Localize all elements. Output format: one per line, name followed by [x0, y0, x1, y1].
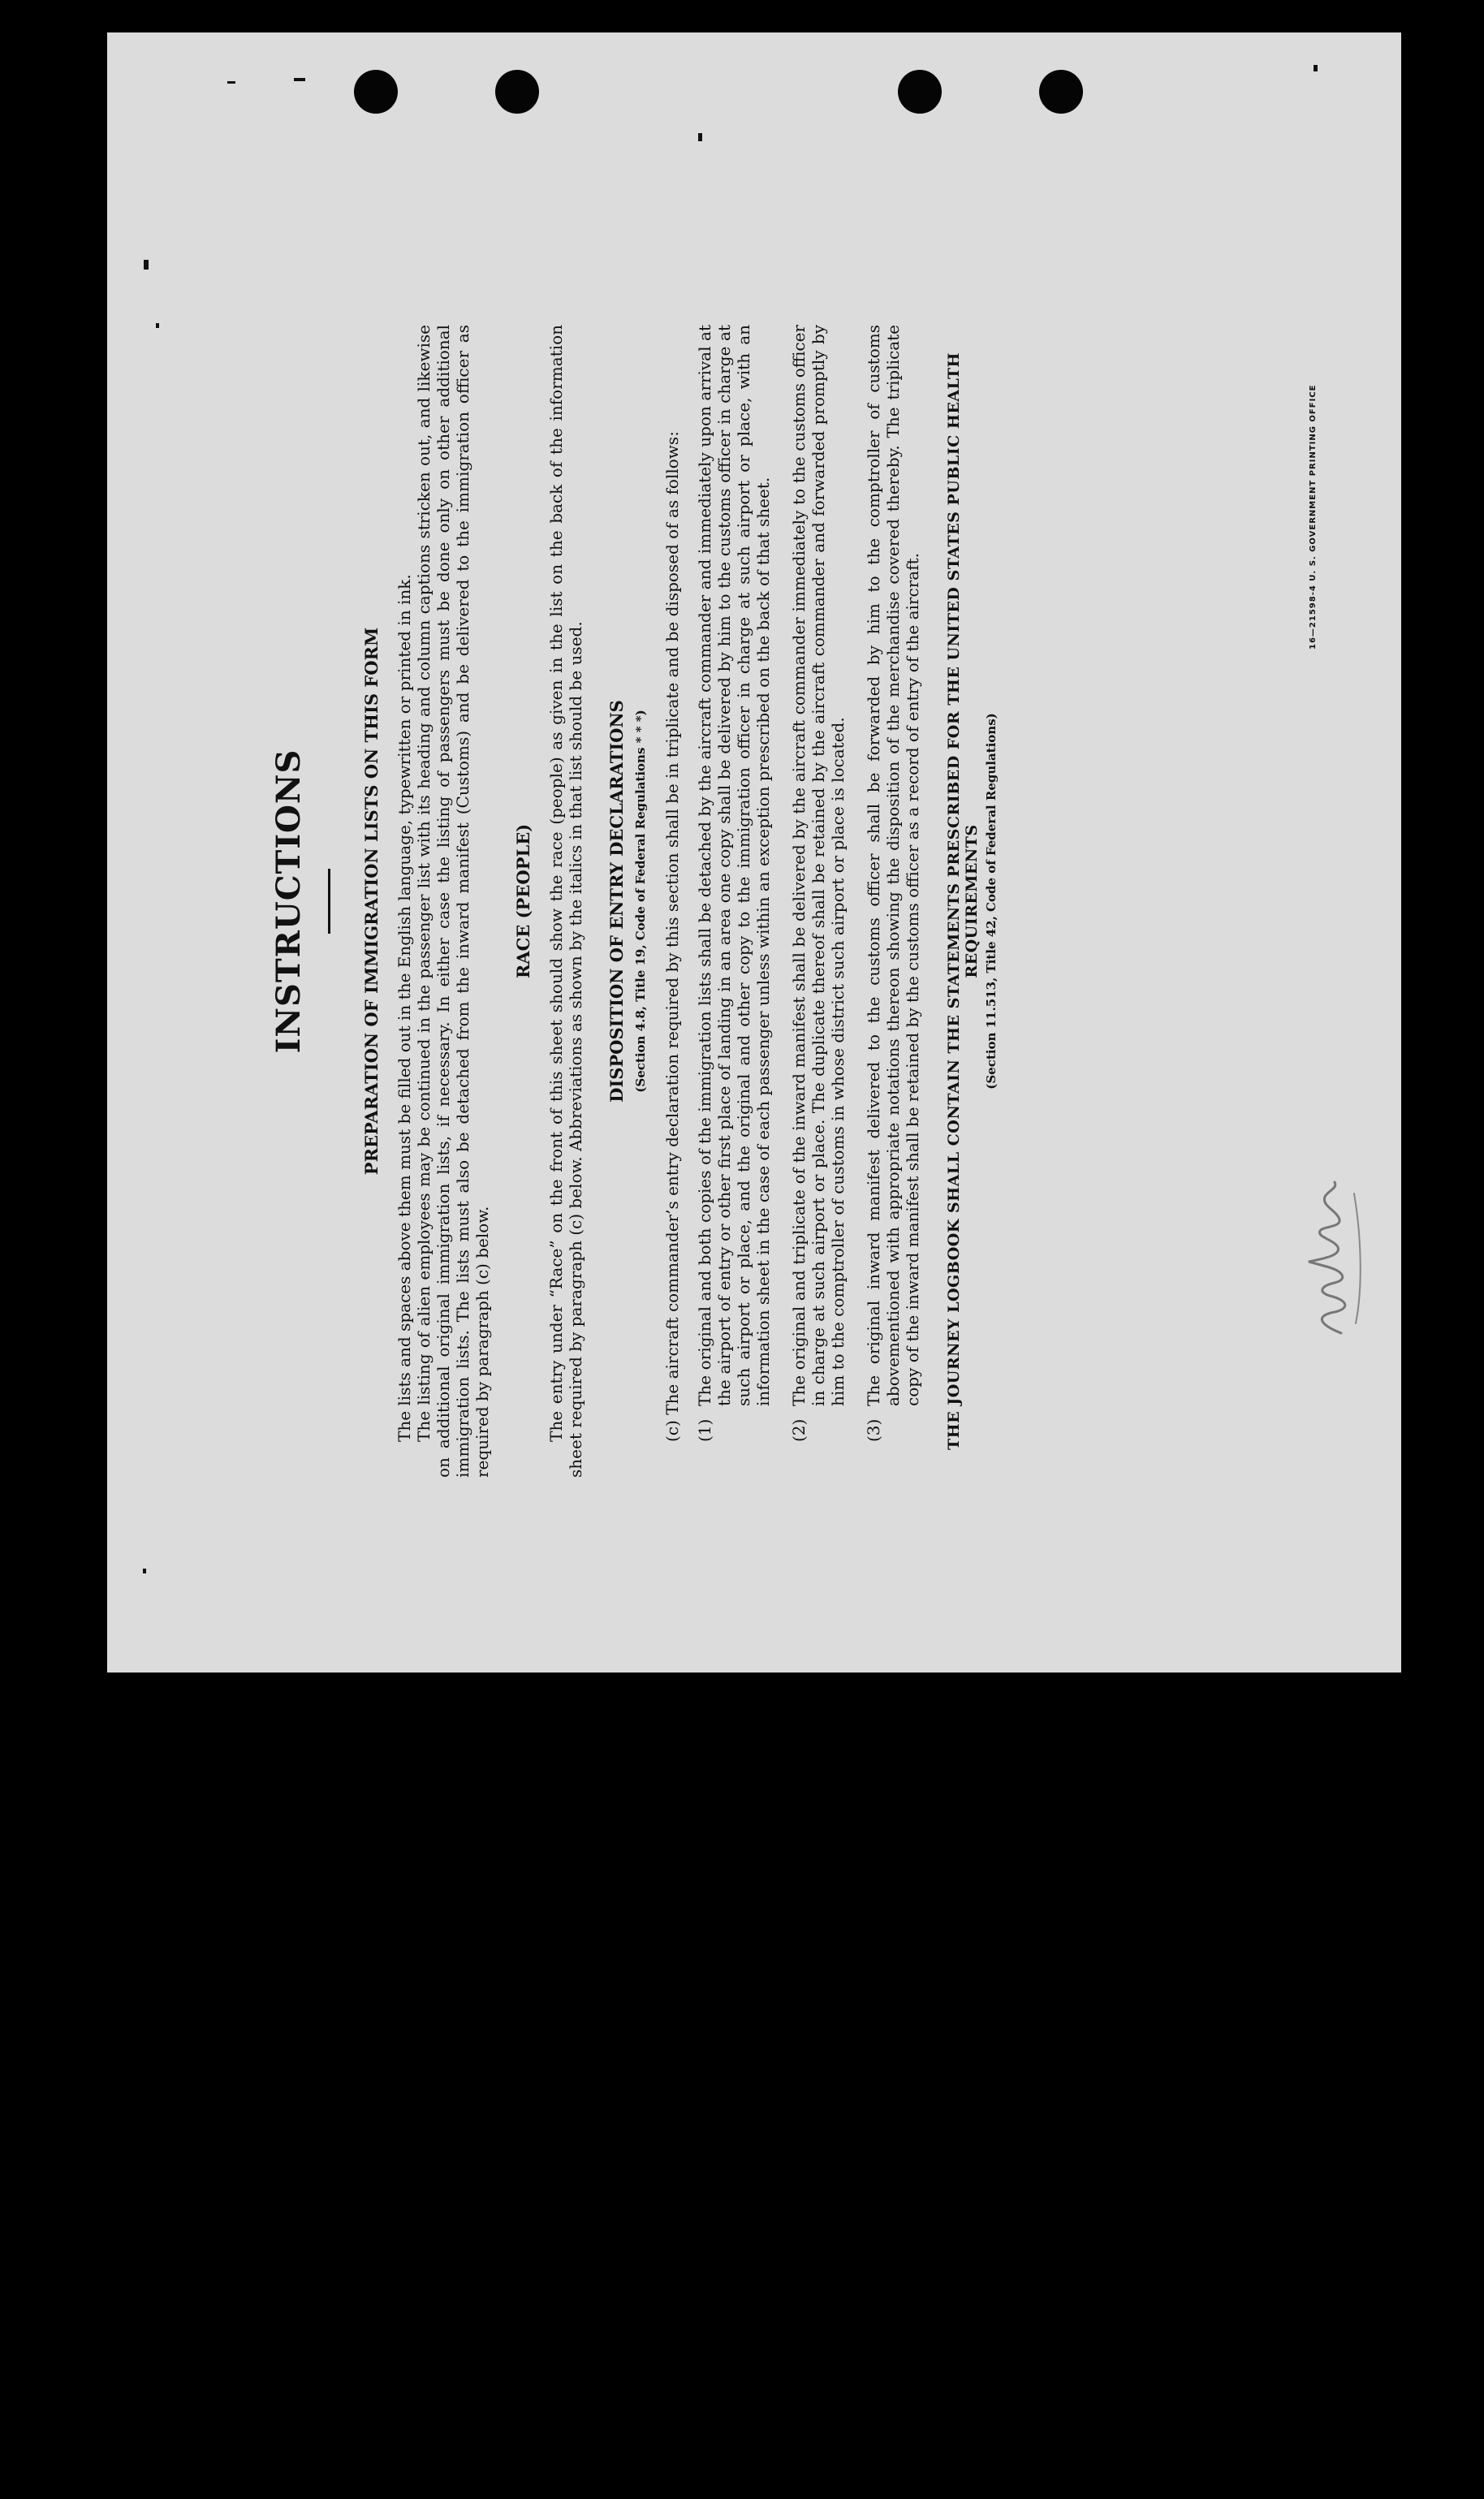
- race-paragraph: The entry under “Race” on the front of this sheet should show the race (people) as given in the list on the back of the information sheet required by paragraph (c) below. Abbreviations as shown by the italics in that list should be used.: [546, 325, 585, 1478]
- page-title: INSTRUCTIONS: [270, 749, 308, 1054]
- document-sheet: [107, 32, 1401, 1672]
- list-item-text: The original and both copies of the immigration lists shall be detached by the aircraft commander and immediately upon arrival at the airport of entry or other first place of landing in an area one copy shall be delivered by him to the customs officer in charge at such airport or place, and the original and other copy to the immigration officer in charge at such airport or place, with an information sheet in the case of each passenger unless within an exception prescribed on the back of that sheet.: [695, 325, 773, 1406]
- rotated-page-content: [107, 32, 1401, 1575]
- section-heading-disposition: DISPOSITION OF ENTRY DECLARATIONS: [606, 700, 627, 1103]
- printer-code: 16—21598-4 U. S. GOVERNMENT PRINTING OFFICE: [1309, 384, 1318, 650]
- handwritten-signature: [1284, 1177, 1374, 1340]
- list-item: [695, 325, 773, 1442]
- section-subheading-disposition: (Section 4.8, Title 19, Code of Federal Regulations * * *): [633, 710, 648, 1093]
- title-divider: [328, 869, 330, 934]
- list-item-number: (2): [789, 1418, 809, 1442]
- list-item: [789, 325, 848, 1442]
- section-heading-preparation: PREPARATION OF IMMIGRATION LISTS ON THIS FORM: [361, 627, 382, 1176]
- list-item-text: The original inward manifest delivered to the customs officer shall be forwarded by him to the comptroller of customs abovementioned with appropriate notations thereon showing the disposition of the merchandise covered thereby. The triplicate copy of the inward manifest shall be retained by the customs officer as a record of entry of the aircraft.: [864, 325, 922, 1406]
- instructions-body: [270, 325, 999, 1478]
- list-item-text: The original and triplicate of the inward manifest shall be delivered by the aircraft commander immediately to the customs officer in charge at such airport or place. The duplicate thereof shall be retained by the aircraft commander and forwarded promptly by him to the comptroller of customs in whose district such airport or place is located.: [789, 325, 848, 1406]
- list-item-number: (3): [864, 1418, 883, 1442]
- preparation-paragraph-2: The listing of alien employees may be continued in the passenger list with its heading and column captions stricken out, and likewise on additional original immigration lists, if necessary. In either case the listing of passengers must be done only on other additional immigration lists. The lists must also be detached from the inward manifest (Customs) and be delivered to the immigration officer as required by paragraph (c) below.: [414, 325, 492, 1478]
- footer-citation: (Section 11.513, Title 42, Code of Federal Regulations): [984, 713, 999, 1090]
- section-heading-race: RACE (PEOPLE): [513, 823, 533, 979]
- preparation-paragraph-1: The lists and spaces above them must be filled out in the English language, typewritten or printed in ink.: [395, 574, 414, 1442]
- list-item: [864, 325, 922, 1442]
- footer-requirement: THE JOURNEY LOGBOOK SHALL CONTAIN THE STATEMENTS PRESCRIBED FOR THE UNITED STATES PUBLIC HEALTH REQUIREMENTS: [945, 352, 981, 1450]
- disposition-intro: (c) The aircraft commander’s entry declaration required by this section shall be in triplicate and be disposed of as follows:: [662, 431, 682, 1442]
- list-item-number: (1): [695, 1418, 714, 1442]
